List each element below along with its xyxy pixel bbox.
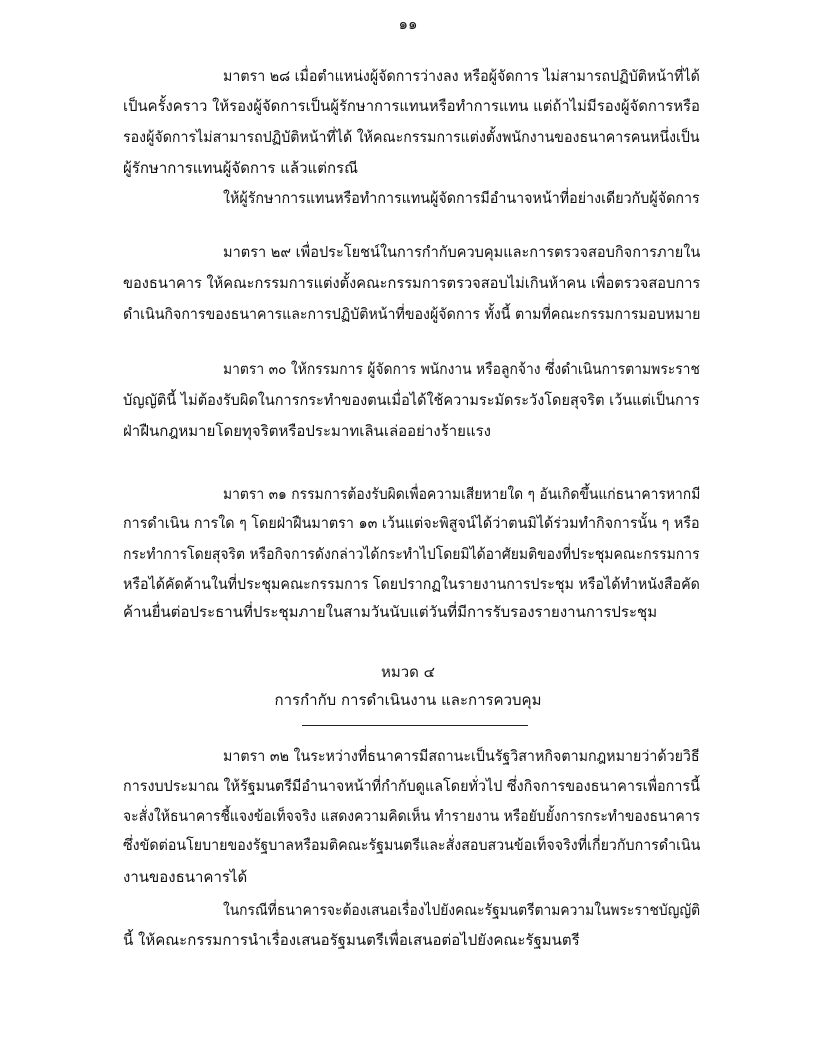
- section-31-line-2: การดำเนิน การใด ๆ โดยฝ่าฝืนมาตรา ๑๓ เว้นแต่จะพิสูจน์ได้ว่าตนมิได้ร่วมทำกิจการนั้น ๆ หรือ: [123, 514, 700, 532]
- section-29-line-1: มาตรา ๒๙ เพื่อประโยชน์ในการกำกับควบคุมและการตรวจสอบกิจการภายใน: [223, 243, 701, 261]
- section-31-line-1: มาตรา ๓๑ กรรมการต้องรับผิดเพื่อความเสียหายใด ๆ อันเกิดขึ้นแก่ธนาคารหากมี: [223, 485, 701, 503]
- section-31-line-3: กระทำการโดยสุจริต หรือกิจการดังกล่าวได้กระทำไปโดยมิได้อาศัยมติของที่ประชุมคณะกรรมการ: [123, 545, 700, 563]
- section-32-line-2: การงบประมาณ ให้รัฐมนตรีมีอำนาจหน้าที่กำกับดูแลโดยทั่วไป ซึ่งกิจการของธนาคารเพื่อการนี้: [123, 777, 700, 795]
- section-31-line-4: หรือได้คัดค้านในที่ประชุมคณะกรรมการ โดยปรากฏในรายงานการประชุม หรือได้ทำหนังสือคัด: [123, 575, 700, 593]
- section-32-line-3: จะสั่งให้ธนาคารชี้แจงข้อเท็จจริง แสดงความคิดเห็น ทำรายงาน หรือยับยั้งการกระทำของธนาคาร: [123, 807, 701, 825]
- section-28-line-2: เป็นครั้งคราว ให้รองผู้จัดการเป็นผู้รักษาการแทนหรือทำการแทน แต่ถ้าไม่มีรองผู้จัดการหรือ: [123, 97, 700, 115]
- chapter-underline: [302, 725, 528, 726]
- section-28-line-5: ให้ผู้รักษาการแทนหรือทำการแทนผู้จัดการมีอำนาจหน้าที่อย่างเดียวกับผู้จัดการ: [223, 189, 700, 207]
- section-31-line-5: ค้านยื่นต่อประธานที่ประชุมภายในสามวันนับแต่วันที่มีการรับรองรายงานการประชุม: [123, 603, 658, 621]
- section-30-line-1: มาตรา ๓๐ ให้กรรมการ ผู้จัดการ พนักงาน หรือลูกจ้าง ซึ่งดำเนินการตามพระราช: [223, 360, 700, 378]
- section-28-line-3: รองผู้จัดการไม่สามารถปฏิบัติหน้าที่ได้ ให้คณะกรรมการแต่งตั้งพนักงานของธนาคารคนหนึ่งเป็น: [123, 128, 700, 146]
- section-32-line-5: งานของธนาคารได้: [123, 868, 248, 886]
- chapter-number: หมวด ๔: [380, 663, 436, 681]
- section-28-line-4: ผู้รักษาการแทนผู้จัดการ แล้วแต่กรณี: [123, 159, 359, 177]
- page-number: ๑๑: [398, 15, 418, 33]
- section-30-line-2: บัญญัตินี้ ไม่ต้องรับผิดในการกระทำของตนเมื่อได้ใช้ความระมัดระวังโดยสุจริต เว้นแต่เป็นการ: [123, 391, 700, 409]
- section-32-line-7: นี้ ให้คณะกรรมการนำเรื่องเสนอรัฐมนตรีเพื่อเสนอต่อไปยังคณะรัฐมนตรี: [123, 931, 580, 949]
- section-32-line-1: มาตรา ๓๒ ในระหว่างที่ธนาคารมีสถานะเป็นรัฐวิสาหกิจตามกฎหมายว่าด้วยวิธี: [223, 747, 700, 765]
- section-29-line-2: ของธนาคาร ให้คณะกรรมการแต่งตั้งคณะกรรมการตรวจสอบไม่เกินห้าคน เพื่อตรวจสอบการ: [123, 274, 701, 292]
- section-29-line-3: ดำเนินกิจการของธนาคารและการปฏิบัติหน้าที่ของผู้จัดการ ทั้งนี้ ตามที่คณะกรรมการมอบหมาย: [123, 305, 701, 323]
- section-30-line-3: ฝ่าฝืนกฎหมายโดยทุจริตหรือประมาทเลินเล่ออย่างร้ายแรง: [123, 422, 492, 440]
- section-28-line-1: มาตรา ๒๘ เมื่อตำแหน่งผู้จัดการว่างลง หรือผู้จัดการ ไม่สามารถปฏิบัติหน้าที่ได้: [223, 67, 700, 85]
- chapter-title: การกำกับ การดำเนินงาน และการควบคุม: [274, 691, 542, 709]
- section-32-line-6: ในกรณีที่ธนาคารจะต้องเสนอเรื่องไปยังคณะรัฐมนตรีตามความในพระราชบัญญัติ: [223, 901, 701, 919]
- section-32-line-4: ซึ่งขัดต่อนโยบายของรัฐบาลหรือมติคณะรัฐมนตรีและสั่งสอบสวนข้อเท็จจริงที่เกี่ยวกับการดำเนิน: [123, 836, 701, 854]
